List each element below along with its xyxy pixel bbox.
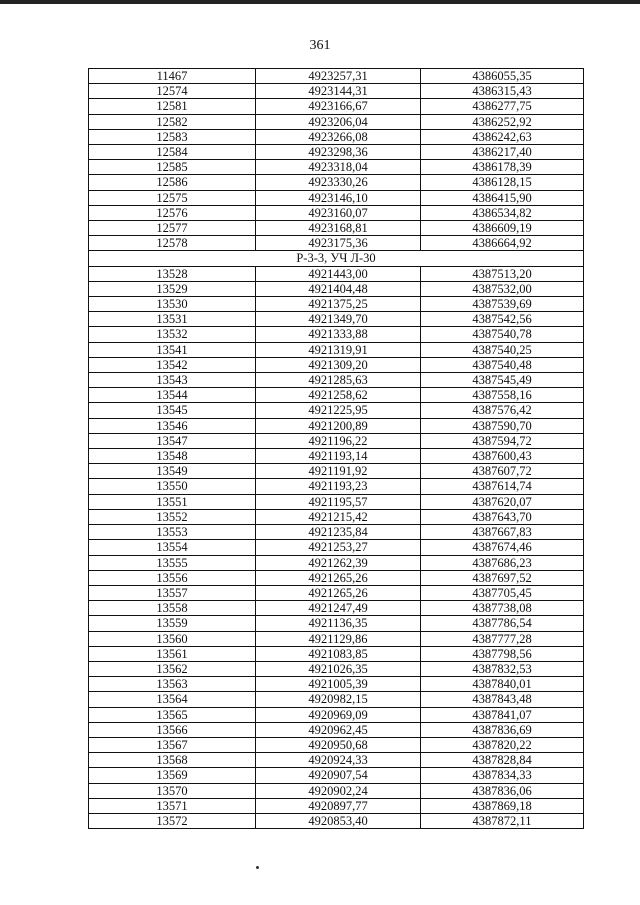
x-coordinate-cell: 4921309,20 (256, 357, 421, 372)
y-coordinate-cell: 4387540,78 (421, 327, 584, 342)
point-number-cell: 13566 (89, 722, 256, 737)
table-row (89, 129, 584, 144)
y-coordinate-cell: 4387832,53 (421, 661, 584, 676)
table-row (89, 585, 584, 600)
x-coordinate-cell: 4923146,10 (256, 190, 421, 205)
x-coordinate-cell: 4920902,24 (256, 783, 421, 798)
x-coordinate-cell: 4921225,95 (256, 403, 421, 418)
y-coordinate-cell: 4387820,22 (421, 737, 584, 752)
point-number-cell: 12584 (89, 145, 256, 160)
table-row (89, 433, 584, 448)
point-number-cell: 13546 (89, 418, 256, 433)
table-row (89, 342, 584, 357)
x-coordinate-cell: 4923298,36 (256, 145, 421, 160)
point-number-cell: 13529 (89, 281, 256, 296)
point-number-cell: 12576 (89, 205, 256, 220)
y-coordinate-cell: 4387686,23 (421, 555, 584, 570)
table-row (89, 525, 584, 540)
y-coordinate-cell: 4386252,92 (421, 114, 584, 129)
x-coordinate-cell: 4921193,14 (256, 449, 421, 464)
y-coordinate-cell: 4387667,83 (421, 525, 584, 540)
x-coordinate-cell: 4920950,68 (256, 737, 421, 752)
point-number-cell: 13548 (89, 449, 256, 464)
y-coordinate-cell: 4386534,82 (421, 205, 584, 220)
x-coordinate-cell: 4921262,39 (256, 555, 421, 570)
table-row (89, 327, 584, 342)
x-coordinate-cell: 4921265,26 (256, 570, 421, 585)
coordinates-table (88, 68, 584, 829)
y-coordinate-cell: 4387705,45 (421, 585, 584, 600)
x-coordinate-cell: 4921005,39 (256, 677, 421, 692)
point-number-cell: 13549 (89, 464, 256, 479)
y-coordinate-cell: 4387539,69 (421, 297, 584, 312)
point-number-cell: 13554 (89, 540, 256, 555)
table-row (89, 540, 584, 555)
point-number-cell: 13563 (89, 677, 256, 692)
table-row (89, 737, 584, 752)
point-number-cell: 12583 (89, 129, 256, 144)
point-number-cell: 12575 (89, 190, 256, 205)
x-coordinate-cell: 4920897,77 (256, 798, 421, 813)
section-header: Р-3-3, УЧ Л-30 (89, 251, 584, 266)
y-coordinate-cell: 4386277,75 (421, 99, 584, 114)
y-coordinate-cell: 4387600,43 (421, 449, 584, 464)
x-coordinate-cell: 4920924,33 (256, 753, 421, 768)
x-coordinate-cell: 4921136,35 (256, 616, 421, 631)
point-number-cell: 13569 (89, 768, 256, 783)
y-coordinate-cell: 4387594,72 (421, 433, 584, 448)
x-coordinate-cell: 4923330,26 (256, 175, 421, 190)
point-number-cell: 13531 (89, 312, 256, 327)
x-coordinate-cell: 4923175,36 (256, 236, 421, 251)
table-row (89, 160, 584, 175)
y-coordinate-cell: 4386664,92 (421, 236, 584, 251)
point-number-cell: 13552 (89, 509, 256, 524)
y-coordinate-cell: 4387798,56 (421, 646, 584, 661)
x-coordinate-cell: 4921083,85 (256, 646, 421, 661)
y-coordinate-cell: 4387542,56 (421, 312, 584, 327)
point-number-cell: 12585 (89, 160, 256, 175)
table-row (89, 494, 584, 509)
table-row (89, 357, 584, 372)
y-coordinate-cell: 4387558,16 (421, 388, 584, 403)
table-row (89, 798, 584, 813)
y-coordinate-cell: 4386242,63 (421, 129, 584, 144)
y-coordinate-cell: 4387836,69 (421, 722, 584, 737)
x-coordinate-cell: 4923318,04 (256, 160, 421, 175)
x-coordinate-cell: 4921200,89 (256, 418, 421, 433)
point-number-cell: 13550 (89, 479, 256, 494)
point-number-cell: 13543 (89, 373, 256, 388)
table-row (89, 69, 584, 84)
table-row (89, 190, 584, 205)
x-coordinate-cell: 4921247,49 (256, 601, 421, 616)
x-coordinate-cell: 4921349,70 (256, 312, 421, 327)
table-row (89, 99, 584, 114)
table-row (89, 403, 584, 418)
point-number-cell: 13570 (89, 783, 256, 798)
x-coordinate-cell: 4923168,81 (256, 221, 421, 236)
point-number-cell: 13547 (89, 433, 256, 448)
y-coordinate-cell: 4387738,08 (421, 601, 584, 616)
x-coordinate-cell: 4921196,22 (256, 433, 421, 448)
y-coordinate-cell: 4387841,07 (421, 707, 584, 722)
footer-dot (256, 866, 259, 869)
point-number-cell: 13571 (89, 798, 256, 813)
x-coordinate-cell: 4920907,54 (256, 768, 421, 783)
x-coordinate-cell: 4920982,15 (256, 692, 421, 707)
table-row (89, 677, 584, 692)
table-row (89, 570, 584, 585)
table-row (89, 753, 584, 768)
table-row (89, 555, 584, 570)
point-number-cell: 13541 (89, 342, 256, 357)
y-coordinate-cell: 4387532,00 (421, 281, 584, 296)
top-rule (0, 0, 640, 4)
x-coordinate-cell: 4921026,35 (256, 661, 421, 676)
x-coordinate-cell: 4921258,62 (256, 388, 421, 403)
x-coordinate-cell: 4921265,26 (256, 585, 421, 600)
x-coordinate-cell: 4921193,23 (256, 479, 421, 494)
x-coordinate-cell: 4921129,86 (256, 631, 421, 646)
table-row (89, 236, 584, 251)
y-coordinate-cell: 4386128,15 (421, 175, 584, 190)
table-row (89, 84, 584, 99)
table-row (89, 722, 584, 737)
y-coordinate-cell: 4386609,19 (421, 221, 584, 236)
section-header-row (89, 251, 584, 266)
point-number-cell: 13555 (89, 555, 256, 570)
table-row (89, 449, 584, 464)
y-coordinate-cell: 4387513,20 (421, 266, 584, 281)
y-coordinate-cell: 4387777,28 (421, 631, 584, 646)
table-row (89, 661, 584, 676)
point-number-cell: 13551 (89, 494, 256, 509)
table-row (89, 707, 584, 722)
y-coordinate-cell: 4387872,11 (421, 813, 584, 828)
y-coordinate-cell: 4387786,54 (421, 616, 584, 631)
point-number-cell: 13545 (89, 403, 256, 418)
point-number-cell: 13542 (89, 357, 256, 372)
x-coordinate-cell: 4921333,88 (256, 327, 421, 342)
y-coordinate-cell: 4386415,90 (421, 190, 584, 205)
x-coordinate-cell: 4921191,92 (256, 464, 421, 479)
x-coordinate-cell: 4923160,07 (256, 205, 421, 220)
point-number-cell: 13558 (89, 601, 256, 616)
point-number-cell: 12578 (89, 236, 256, 251)
y-coordinate-cell: 4387834,33 (421, 768, 584, 783)
point-number-cell: 13528 (89, 266, 256, 281)
y-coordinate-cell: 4387540,25 (421, 342, 584, 357)
table-row (89, 646, 584, 661)
table-row (89, 464, 584, 479)
y-coordinate-cell: 4386315,43 (421, 84, 584, 99)
point-number-cell: 13567 (89, 737, 256, 752)
table-row (89, 205, 584, 220)
table-row (89, 281, 584, 296)
y-coordinate-cell: 4387643,70 (421, 509, 584, 524)
point-number-cell: 11467 (89, 69, 256, 84)
table-row (89, 297, 584, 312)
x-coordinate-cell: 4923266,08 (256, 129, 421, 144)
table-row (89, 388, 584, 403)
y-coordinate-cell: 4387620,07 (421, 494, 584, 509)
y-coordinate-cell: 4386178,39 (421, 160, 584, 175)
point-number-cell: 13572 (89, 813, 256, 828)
point-number-cell: 13561 (89, 646, 256, 661)
y-coordinate-cell: 4386217,40 (421, 145, 584, 160)
table-row (89, 813, 584, 828)
table-row (89, 631, 584, 646)
table-row (89, 601, 584, 616)
point-number-cell: 13556 (89, 570, 256, 585)
point-number-cell: 13530 (89, 297, 256, 312)
point-number-cell: 12577 (89, 221, 256, 236)
x-coordinate-cell: 4923144,31 (256, 84, 421, 99)
x-coordinate-cell: 4920853,40 (256, 813, 421, 828)
point-number-cell: 13553 (89, 525, 256, 540)
y-coordinate-cell: 4387828,84 (421, 753, 584, 768)
y-coordinate-cell: 4387697,52 (421, 570, 584, 585)
table-row (89, 114, 584, 129)
x-coordinate-cell: 4920962,45 (256, 722, 421, 737)
y-coordinate-cell: 4387840,01 (421, 677, 584, 692)
table-row (89, 145, 584, 160)
x-coordinate-cell: 4921375,25 (256, 297, 421, 312)
point-number-cell: 13564 (89, 692, 256, 707)
x-coordinate-cell: 4920969,09 (256, 707, 421, 722)
x-coordinate-cell: 4921215,42 (256, 509, 421, 524)
y-coordinate-cell: 4387836,06 (421, 783, 584, 798)
point-number-cell: 13560 (89, 631, 256, 646)
x-coordinate-cell: 4921319,91 (256, 342, 421, 357)
x-coordinate-cell: 4921443,00 (256, 266, 421, 281)
y-coordinate-cell: 4387545,49 (421, 373, 584, 388)
y-coordinate-cell: 4387843,48 (421, 692, 584, 707)
y-coordinate-cell: 4387614,74 (421, 479, 584, 494)
table-row (89, 783, 584, 798)
point-number-cell: 12582 (89, 114, 256, 129)
x-coordinate-cell: 4921235,84 (256, 525, 421, 540)
table-row (89, 418, 584, 433)
point-number-cell: 13532 (89, 327, 256, 342)
table-row (89, 616, 584, 631)
coordinates-table-body (89, 69, 584, 829)
y-coordinate-cell: 4387674,46 (421, 540, 584, 555)
x-coordinate-cell: 4923206,04 (256, 114, 421, 129)
y-coordinate-cell: 4386055,35 (421, 69, 584, 84)
point-number-cell: 13562 (89, 661, 256, 676)
table-row (89, 509, 584, 524)
table-row (89, 373, 584, 388)
point-number-cell: 12574 (89, 84, 256, 99)
page-number: 361 (309, 38, 331, 53)
point-number-cell: 13544 (89, 388, 256, 403)
table-row (89, 175, 584, 190)
table-row (89, 266, 584, 281)
point-number-cell: 13568 (89, 753, 256, 768)
table-row (89, 479, 584, 494)
point-number-cell: 12581 (89, 99, 256, 114)
x-coordinate-cell: 4921285,63 (256, 373, 421, 388)
table-row (89, 221, 584, 236)
point-number-cell: 13557 (89, 585, 256, 600)
y-coordinate-cell: 4387576,42 (421, 403, 584, 418)
point-number-cell: 13559 (89, 616, 256, 631)
y-coordinate-cell: 4387540,48 (421, 357, 584, 372)
y-coordinate-cell: 4387607,72 (421, 464, 584, 479)
x-coordinate-cell: 4921253,27 (256, 540, 421, 555)
table-row (89, 312, 584, 327)
table-row (89, 692, 584, 707)
y-coordinate-cell: 4387590,70 (421, 418, 584, 433)
table-row (89, 768, 584, 783)
x-coordinate-cell: 4921404,48 (256, 281, 421, 296)
point-number-cell: 13565 (89, 707, 256, 722)
y-coordinate-cell: 4387869,18 (421, 798, 584, 813)
x-coordinate-cell: 4923257,31 (256, 69, 421, 84)
x-coordinate-cell: 4923166,67 (256, 99, 421, 114)
point-number-cell: 12586 (89, 175, 256, 190)
x-coordinate-cell: 4921195,57 (256, 494, 421, 509)
